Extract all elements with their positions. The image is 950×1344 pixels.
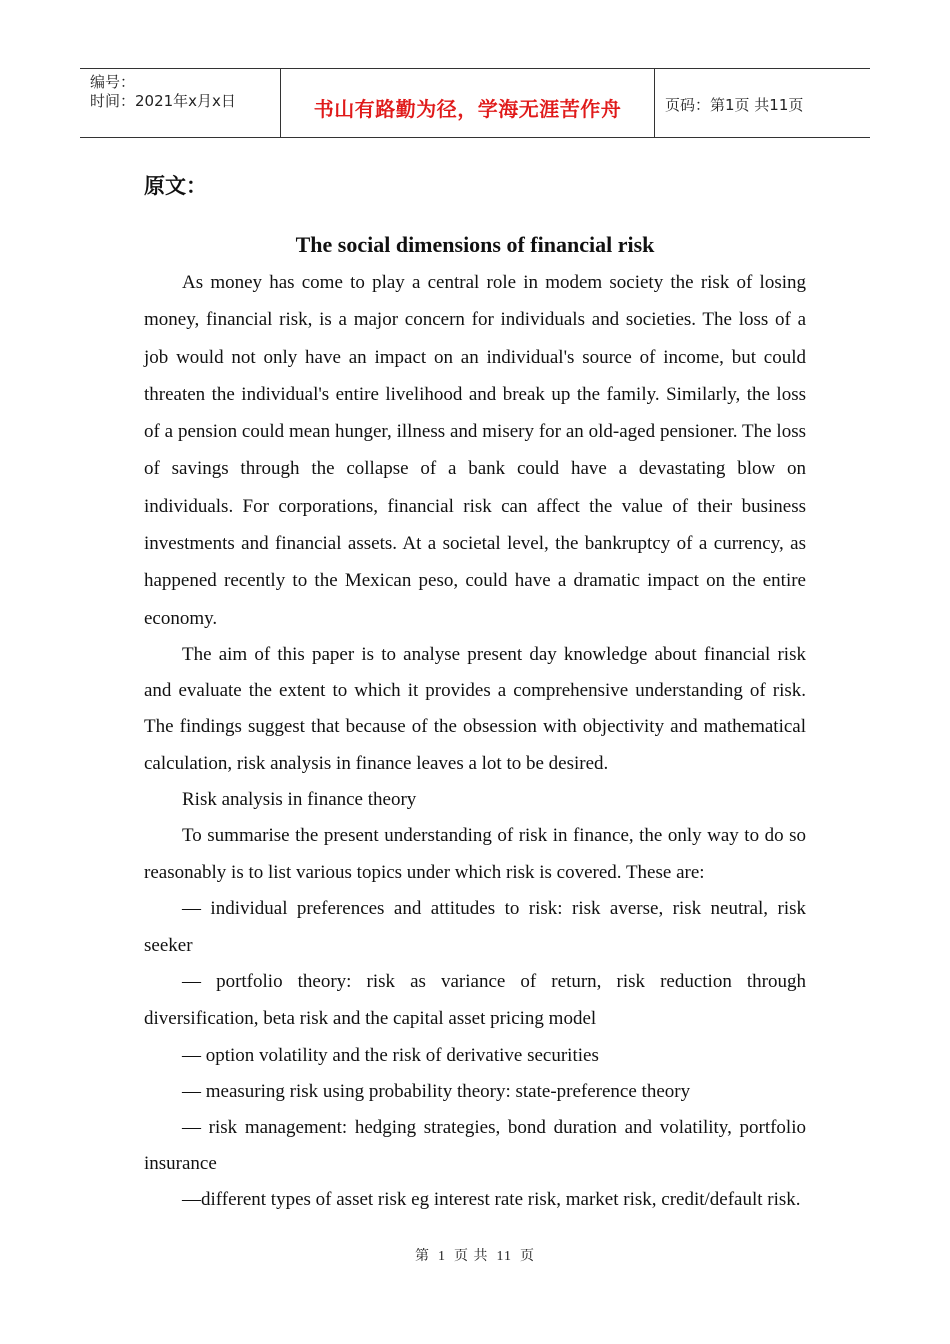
- header-page-cell: [655, 69, 870, 137]
- document-header: [80, 68, 870, 138]
- section-heading: Risk analysis in finance theory: [182, 788, 417, 810]
- footer-total-pages: 11: [496, 1249, 512, 1264]
- date-label: 时间：2021年x月x日: [90, 92, 236, 110]
- header-motto: 书山有路勤为径，学海无涯苦作舟: [313, 96, 622, 121]
- list-item: — portfolio theory: risk as variance of return, risk reduction through diversification, beta risk and the capital asset pricing model: [144, 971, 806, 1029]
- paragraph: The aim of this paper is to analyse present day knowledge about financial risk and evaluate the extent to which it provides a comprehensive understanding of risk. The findings suggest that because of the obsession with objectivity and mathematical calculation, risk analysis in finance leaves a lot to be desired.: [144, 643, 806, 774]
- document-body: [144, 264, 806, 1219]
- document-title: The social dimensions of financial risk: [295, 232, 655, 257]
- list-item: — option volatility and the risk of derivative securities: [182, 1044, 599, 1066]
- footer-mid: 页 共: [454, 1249, 489, 1264]
- footer-prefix: 第: [415, 1249, 430, 1264]
- code-label: 编号：: [90, 73, 136, 91]
- list-item: — individual preferences and attitudes to risk: risk averse, risk neutral, risk seeker: [144, 898, 806, 956]
- page-footer: [0, 1245, 950, 1265]
- paragraph: To summarise the present understanding of risk in finance, the only way to do so reasonably is to list various topics under which risk is covered. These are:: [144, 824, 806, 883]
- footer-suffix: 页: [519, 1249, 535, 1264]
- paragraph: As money has come to play a central role in modem society the risk of losing money, financial risk, is a major concern for individuals and societies. The loss of a job would not only have an impact on an individual's source of income, but could threaten the individual's entire livelihood and break up the family. Similarly, the loss of a pension could mean hunger, illness and misery for an old-aged pensioner. The loss of savings through the collapse of a bank could have a devastating blow on individuals. For corporations, financial risk can affect the value of their business investments and financial assets. At a societal level, the bankruptcy of a currency, as happened recently to the Mexican peso, could have a dramatic impact on the entire economy.: [144, 272, 806, 629]
- section-label: 原文：: [144, 174, 207, 198]
- header-meta-cell: [80, 69, 280, 137]
- header-motto-cell: [280, 69, 655, 137]
- header-page-info: 页码：第1页 共11页: [665, 95, 804, 114]
- list-item: —different types of asset risk eg interest rate risk, market risk, credit/default risk.: [182, 1189, 801, 1211]
- list-item: — measuring risk using probability theory: state-preference theory: [182, 1080, 691, 1102]
- list-item: — risk management: hedging strategies, bond duration and volatility, portfolio insurance: [144, 1116, 806, 1175]
- footer-page-number: 1: [438, 1249, 446, 1264]
